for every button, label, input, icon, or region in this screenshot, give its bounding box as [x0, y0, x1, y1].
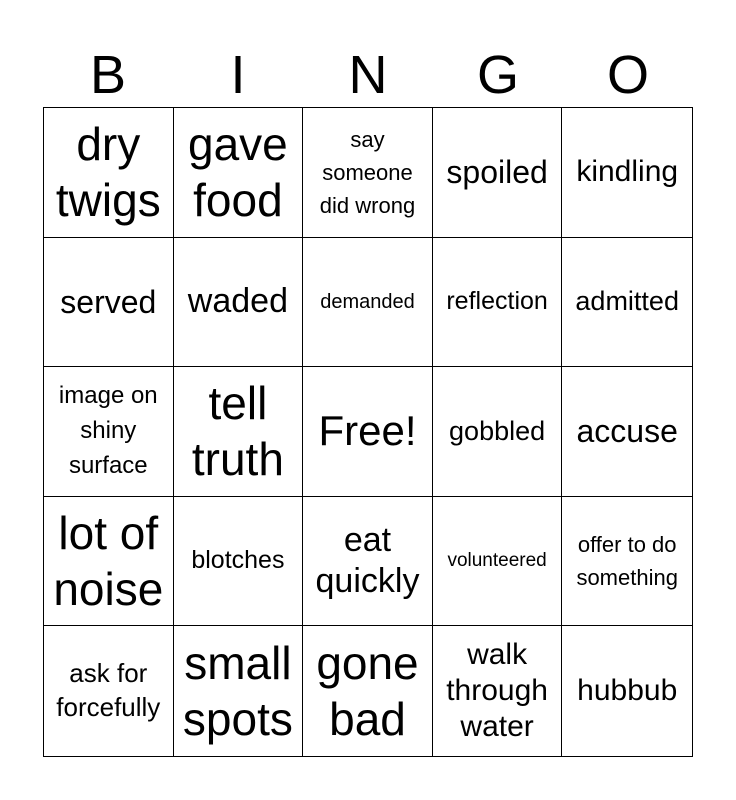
cell-text: lot of noise: [53, 506, 164, 616]
bingo-board: [43, 107, 693, 757]
bingo-cell[interactable]: [303, 626, 433, 756]
bingo-cell[interactable]: [44, 238, 174, 368]
bingo-cell[interactable]: [174, 626, 304, 756]
cell-text: say someone did wrong: [319, 126, 416, 218]
bingo-cell[interactable]: [433, 367, 563, 497]
cell-text: served: [60, 283, 157, 320]
bingo-cell[interactable]: [174, 238, 304, 368]
cell-text: tell truth: [191, 377, 284, 486]
bingo-cell[interactable]: [44, 626, 174, 756]
bingo-cell[interactable]: [174, 367, 304, 497]
cell-text: kindling: [576, 155, 679, 189]
cell-text: spoiled: [446, 154, 548, 191]
header-letter-g: G: [476, 45, 519, 105]
cell-text: image on shiny surface: [58, 382, 158, 479]
bingo-cell[interactable]: [562, 108, 692, 238]
cell-text: reflection: [446, 287, 548, 316]
bingo-cell[interactable]: [562, 238, 692, 368]
bingo-cell[interactable]: [433, 108, 563, 238]
cell-text: accuse: [576, 413, 678, 450]
cell-text: dry twigs: [55, 118, 161, 227]
cell-text: gave food: [188, 118, 288, 227]
cell-text: demanded: [320, 290, 415, 313]
cell-text: admitted: [575, 285, 679, 316]
bingo-cell[interactable]: [562, 367, 692, 497]
cell-text: offer to do something: [576, 532, 678, 591]
bingo-cell[interactable]: [174, 497, 304, 627]
bingo-cell[interactable]: [303, 497, 433, 627]
cell-text: gone bad: [316, 637, 419, 746]
bingo-cell[interactable]: [433, 497, 563, 627]
cell-text: walk through water: [446, 638, 548, 744]
bingo-cell[interactable]: [562, 626, 692, 756]
cell-text: waded: [187, 282, 288, 321]
header-letter-b: B: [89, 45, 127, 105]
bingo-cell[interactable]: [174, 108, 304, 238]
bingo-cell[interactable]: [562, 497, 692, 627]
bingo-cell[interactable]: [303, 108, 433, 238]
header-letter-n: N: [348, 45, 388, 105]
cell-text: blotches: [191, 546, 285, 575]
header-letter-o: O: [606, 45, 649, 105]
bingo-cell[interactable]: [303, 238, 433, 368]
cell-text: hubbub: [577, 674, 678, 708]
cell-text: eat quickly: [315, 521, 420, 601]
bingo-cell[interactable]: [433, 626, 563, 756]
cell-text: volunteered: [447, 549, 547, 571]
bingo-cell[interactable]: [44, 108, 174, 238]
cell-text free-space: Free!: [318, 407, 417, 455]
bingo-header: [43, 44, 693, 106]
cell-text: ask for forcefully: [56, 658, 161, 723]
cell-text: gobbled: [449, 415, 546, 446]
bingo-cell[interactable]: [303, 367, 433, 497]
cell-text: small spots: [182, 637, 293, 746]
bingo-cell[interactable]: [44, 367, 174, 497]
bingo-cell[interactable]: [433, 238, 563, 368]
header-letter-i: I: [230, 45, 246, 105]
bingo-cell[interactable]: [44, 497, 174, 627]
